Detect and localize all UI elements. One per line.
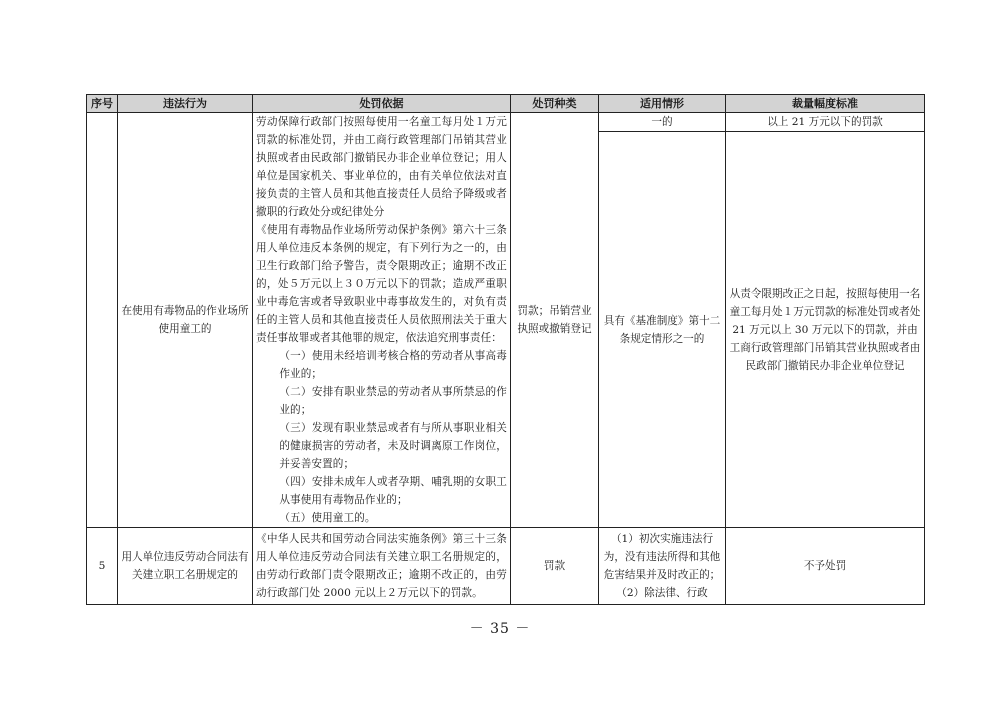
header-violation: 违法行为 bbox=[118, 95, 253, 113]
row1-basis-para: 劳动保障行政部门按照每使用一名童工每月处１万元罚款的标准处罚，并由工商行政管理部门吊销其营业执照或者由民政部门撤销民办非企业单位登记；用人单位是国家机关、事业单位的，由有关单位依法对直接负责的主管人员和其他直接责任人员给予降级或者撤职的行政处分或纪律处分 bbox=[256, 116, 507, 218]
row2-penalty-type: 罚款 bbox=[511, 528, 599, 605]
row1-basis bbox=[253, 113, 518, 528]
page-number: － 35 － bbox=[469, 621, 531, 637]
row1-violation: 在使用有毒物品的作业场所使用童工的 bbox=[118, 113, 253, 528]
row2-circumstance bbox=[599, 528, 726, 605]
row1-standard-a: 以上 21 万元以下的罚款 bbox=[726, 113, 925, 132]
row1-basis-para: 《使用有毒物品作业场所劳动保护条例》第六十三条 用人单位违反本条例的规定，有下列行为之一的，由卫生行政部门给予警告，责令限期改正；逾期不改正的，处５万元以上３０万元以下的罚款；造成严重职业中毒危害或者导致职业中毒事故发生的，对负有责任的主管人员和其他直接责任人员依照刑法关于重大责任事故罪或者其他罪的规定，依法追究刑事责任： bbox=[256, 224, 518, 344]
table-header-row bbox=[87, 95, 925, 113]
header-seq: 序号 bbox=[87, 95, 118, 113]
row1-basis-item: （二）安排有职业禁忌的劳动者从事所禁忌的作业的； bbox=[279, 386, 507, 416]
row2-violation: 用人单位违反劳动合同法有关建立职工名册规定的 bbox=[118, 528, 253, 605]
header-basis: 处罚依据 bbox=[253, 95, 511, 113]
penalty-discretion-table bbox=[86, 94, 925, 605]
header-penalty-type: 处罚种类 bbox=[511, 95, 599, 113]
row1-standard-b: 从责令限期改正之日起，按照每使用一名童工每月处１万元罚款的标准处罚或者处 21 万元以上 30 万元以下的罚款，并由工商行政管理部门吊销其营业执照或者由民政部门撤销民办非企业单位登记 bbox=[726, 132, 925, 528]
table-row bbox=[87, 113, 925, 132]
row1-basis-item: （一）使用未经培训考核合格的劳动者从事高毒作业的； bbox=[279, 350, 507, 380]
row1-circumstance-b: 具有《基准制度》第十二条规定情形之一的 bbox=[599, 132, 726, 528]
row1-seq bbox=[87, 113, 118, 528]
row2-standard: 不予处罚 bbox=[726, 528, 925, 605]
row1-penalty-type: 罚款；吊销营业执照或撤销登记 bbox=[511, 113, 599, 528]
row2-basis: 《中华人民共和国劳动合同法实施条例》第三十三条 用人单位违反劳动合同法有关建立职工名册规定的，由劳动行政部门责令限期改正；逾期不改正的，由劳动行政部门处 2000 元以上２万元以下的罚款。 bbox=[253, 528, 511, 605]
row2-seq: 5 bbox=[87, 528, 118, 605]
table-row bbox=[87, 528, 925, 605]
row1-basis-item: （五）使用童工的。 bbox=[279, 512, 376, 524]
row1-circumstance-a: 一的 bbox=[599, 113, 726, 132]
row2-circumstance-item: （2）除法律、行政 bbox=[616, 587, 708, 599]
header-standard: 裁量幅度标准 bbox=[726, 95, 925, 113]
row1-basis-item: （三）发现有职业禁忌或者有与所从事职业相关的健康损害的劳动者，未及时调离原工作岗位，并妥善安置的； bbox=[279, 422, 507, 470]
header-circumstance: 适用情形 bbox=[599, 95, 726, 113]
row1-basis-item: （四）安排未成年人或者孕期、哺乳期的女职工从事使用有毒物品作业的； bbox=[279, 476, 507, 506]
row2-circumstance-item: （1）初次实施违法行为，没有违法所得和其他危害结果并及时改正的； bbox=[603, 533, 721, 581]
